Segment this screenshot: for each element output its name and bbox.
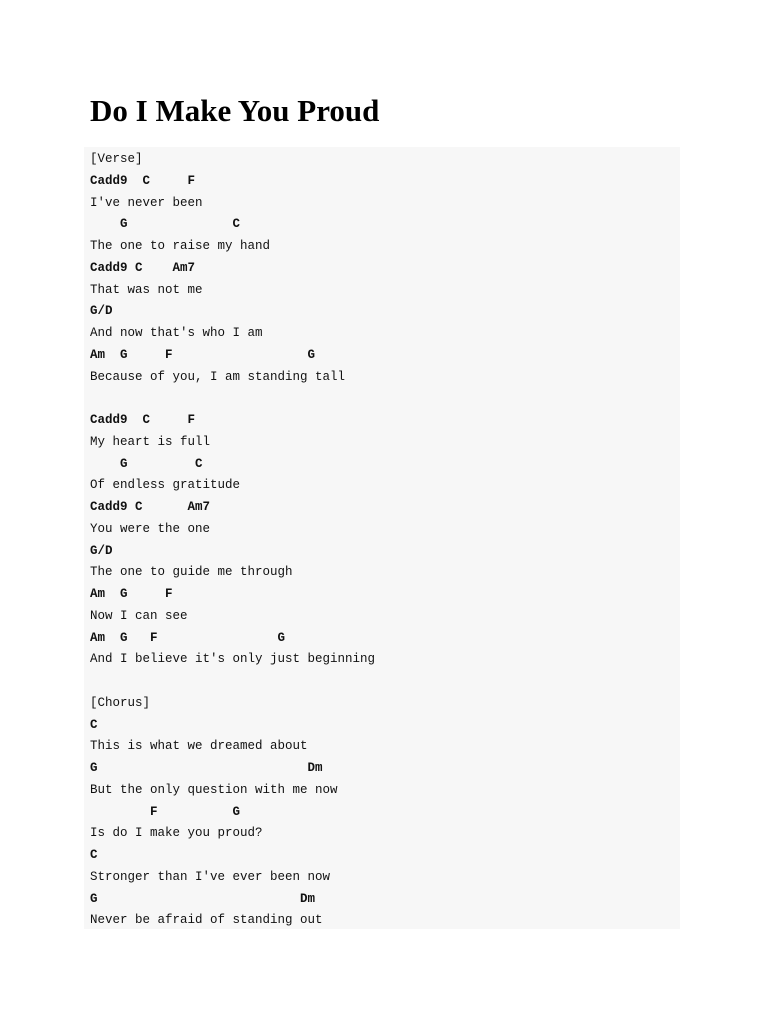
- lyric-line: And now that's who I am: [90, 326, 263, 340]
- section-label: [Verse]: [90, 152, 143, 166]
- lyric-line: The one to guide me through: [90, 565, 293, 580]
- chord-line: Cadd9 C Am7: [90, 260, 196, 275]
- lyric-line: My heart is full: [90, 434, 211, 449]
- chord-line: Cadd9 C F: [90, 173, 196, 188]
- chord-line: Am G F G: [90, 630, 286, 645]
- lyric-line: That was not me: [90, 282, 203, 297]
- chord-line: F G: [90, 804, 241, 819]
- lyric-line: This is what we dreamed about: [90, 739, 308, 754]
- lyric-line: Because of you, I am standing tall: [90, 369, 346, 384]
- blank-line: [90, 388, 375, 410]
- chord-line: G/D: [90, 304, 113, 319]
- chord-line: Am G F G: [90, 347, 316, 362]
- lyric-line: Now I can see: [90, 608, 188, 623]
- lyric-line: Of endless gratitude: [90, 478, 241, 493]
- lyric-line: Is do I make you proud?: [90, 826, 263, 841]
- chord-line: Cadd9 C F: [90, 413, 196, 427]
- chord-sheet-lines: [90, 149, 375, 929]
- chord-line: Cadd9 C Am7: [90, 500, 211, 514]
- lyric-line: Stronger than I've ever been now: [90, 869, 331, 884]
- lyric-line: I've never been: [90, 195, 203, 210]
- lyric-line: You were the one: [90, 521, 211, 536]
- chord-line: Am G F: [90, 587, 173, 601]
- blank-line: [90, 671, 375, 693]
- chord-line: G C: [90, 217, 241, 232]
- lyric-line: The one to raise my hand: [90, 239, 271, 253]
- lyric-line: But the only question with me now: [90, 782, 338, 797]
- chord-line: G C: [90, 456, 203, 471]
- lyric-line: And I believe it's only just beginning: [90, 652, 376, 667]
- chord-line: G Dm: [90, 891, 316, 906]
- chord-line: G/D: [90, 543, 113, 558]
- chord-line: C: [90, 848, 98, 862]
- lyric-line: Never be afraid of standing out: [90, 913, 323, 928]
- chord-line: G Dm: [90, 761, 323, 775]
- song-title: Do I Make You Proud: [90, 93, 380, 128]
- chord-sheet: [84, 147, 680, 929]
- chord-line: C: [90, 717, 98, 732]
- section-label: [Chorus]: [90, 695, 151, 710]
